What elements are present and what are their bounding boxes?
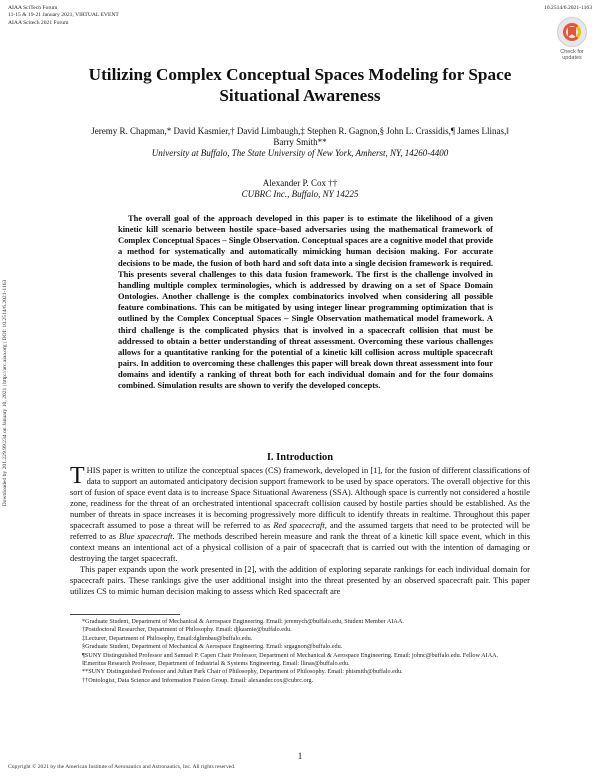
blue-spacecraft-term: Blue spacecraft <box>118 531 173 541</box>
page-number: 1 <box>297 751 303 761</box>
paper-title: Utilizing Complex Conceptual Spaces Modeling for Space Situational Awareness <box>88 65 512 105</box>
header-line-2: 11-15 & 19-21 January 2021, VIRTUAL EVENT <box>8 12 119 19</box>
badge-line-2: updates <box>562 55 582 61</box>
badge-line-1: Check for <box>560 49 584 55</box>
second-author-block <box>60 178 540 200</box>
abstract <box>118 213 493 392</box>
p1-mid: , and the assumed targets that need to be protected will be referred to as <box>70 520 530 541</box>
check-for-updates-icon <box>557 17 587 47</box>
cox-affiliation: CUBRC Inc., Buffalo, NY 14225 <box>241 189 359 199</box>
conference-header <box>8 5 119 27</box>
footnote: **SUNY Distinguished Professor and Julian Park Chair of Philosophy, Department of Philosophy. Email: phismith@buffalo.edu. <box>82 668 403 676</box>
download-sidebar: Downloaded by 201.229.99.234 on January 10, 2021 | http://arc.aiaa.org | DOI: 10.2514/6.2021-1163 <box>2 279 8 507</box>
section-heading-introduction: I. Introduction <box>266 452 334 463</box>
introduction-body <box>70 465 530 597</box>
drop-cap: T <box>70 463 85 489</box>
footnotes <box>70 618 530 685</box>
footnote: ‖Emeritus Research Professor, Department of Industrial & Systems Engineering. Email: llinas@buffalo.edu. <box>82 660 350 668</box>
copyright-line: Copyright © 2021 by the American Institute of Aeronautics and Astronautics, Inc. All rights reserved. <box>8 764 236 770</box>
abstract-text: The overall goal of the approach developed in this paper is to estimate the likelihood of a given kinetic kill scenario between hostile space–based adversaries using the mathematical framework of Complex Conceptual Spaces – Single Observation. Conceptual spaces are a cognitive model that provide a method for systematically and automatically mimicking human decision making. For accurate decisions to be made, the fusion of both hard and soft data into a single decision framework is required. This presents several challenges to this data fusion framework. The first is the challenge involved in handling multiple complex terminologies, which is addressed by drawing on a set of Space Domain Ontologies. Another challenge is the complex combinatorics involved when considering all possible feature combinations. This can be mitigated by using integer linear programming optimization that is outlined by the Complex Conceptual Spaces – Single Observation mathematical model framework. A third challenge is the complicated physics that is involved in a spacecraft collision that must be addressed to obtain a better understanding of threat assessment. Overcoming these various challenges allows for a quantitative ranking for the potential of a kinetic kill collision across multiple spacecraft pairs. In addition to overcoming these challenges this paper will break down threat assessment into four domains and identify a ranking of threat both for each individual domain and for the four domains combined. Simulation results are shown to verify the developed concepts. <box>118 213 493 391</box>
doi-header[interactable]: 10.2514/6.2021-1163 <box>544 5 592 11</box>
red-spacecraft-term: Red spacecraft <box>273 520 325 530</box>
header-line-3: AIAA Scitech 2021 Forum <box>8 19 69 26</box>
author-line-2: Barry Smith** <box>273 137 327 148</box>
footnote: ¶SUNY Distinguished Professor and Samuel P. Capen Chair Professor, Department of Mechanical & Aerospace Engineering. Email: johnc@buffalo.edu. Fellow AIAA. <box>82 651 499 659</box>
header-line-1: AIAA SciTech Forum <box>8 5 58 11</box>
footnote: *Graduate Student, Department of Mechanical & Aerospace Engineering. Email: jeremych@buffalo.edu, Student Member AIAA. <box>82 618 404 625</box>
check-for-updates-badge[interactable] <box>556 17 588 59</box>
paragraph-1 <box>70 465 530 564</box>
footnote: §Graduate Student, Department of Mechanical & Aerospace Engineering. Email: srgagnon@buffalo.edu. <box>82 643 343 651</box>
footnote-divider <box>70 614 180 615</box>
footnote: †Postdoctoral Researcher, Department of Philosophy. Email: djkasmie@buffalo.edu. <box>82 626 292 634</box>
p1-end: . The methods described herein measure and rank the threat of a kinetic kill space event, which in this context means an intentional act of a physical collision of a pair of spacecraft that is carried out with the intention of damaging or destroying the target spacecraft. <box>70 531 530 563</box>
paragraph-2: This paper expands upon the work presented in [2], with the addition of exploring separate rankings for each individual domain for spacecraft pairs. These rankings give the user additional insight into the threat presented by an observed spacecraft pair. This paper utilizes CS to mimic human decision making to assess which Red spacecraft are <box>70 564 530 596</box>
cox-name: Alexander P. Cox †† <box>262 178 338 188</box>
author-affiliation: University at Buffalo, The State University of New York, Amherst, NY, 14260-4400 <box>151 148 449 159</box>
footnote: ‡Lecturer, Department of Philosophy, Email:dglimbau@buffalo.edu. <box>82 634 253 642</box>
p1-start: HIS paper is written to utilize the conceptual spaces (CS) framework, developed in [1], for the fusion of different classifications of data to support an automated anticipatory decision support framework to be used by space operators. The overall objective for this sort of fusion of space event data is to increase Space Situational Awareness (SSA). Although space is currently not considered a hostile zone, readiness for the threat of an orchestrated intentional spacecraft collision caused by hostile parties should be established. As the number of threats in space increases it is becoming progressively more difficult to identify threats in realtime. Throughout this paper spacecraft assumed to pose a threat will be referred to as <box>70 465 530 530</box>
author-line-1: Jeremy R. Chapman,* David Kasmier,† David Limbaugh,‡ Stephen R. Gagnon,§ John L. Crassidis,¶ James Llinas,‖ <box>91 126 509 136</box>
author-block <box>60 126 540 160</box>
footnote: ††Ontologist, Data Science and Information Fusion Group. Email: alexander.cox@cubrc.org. <box>82 676 314 684</box>
